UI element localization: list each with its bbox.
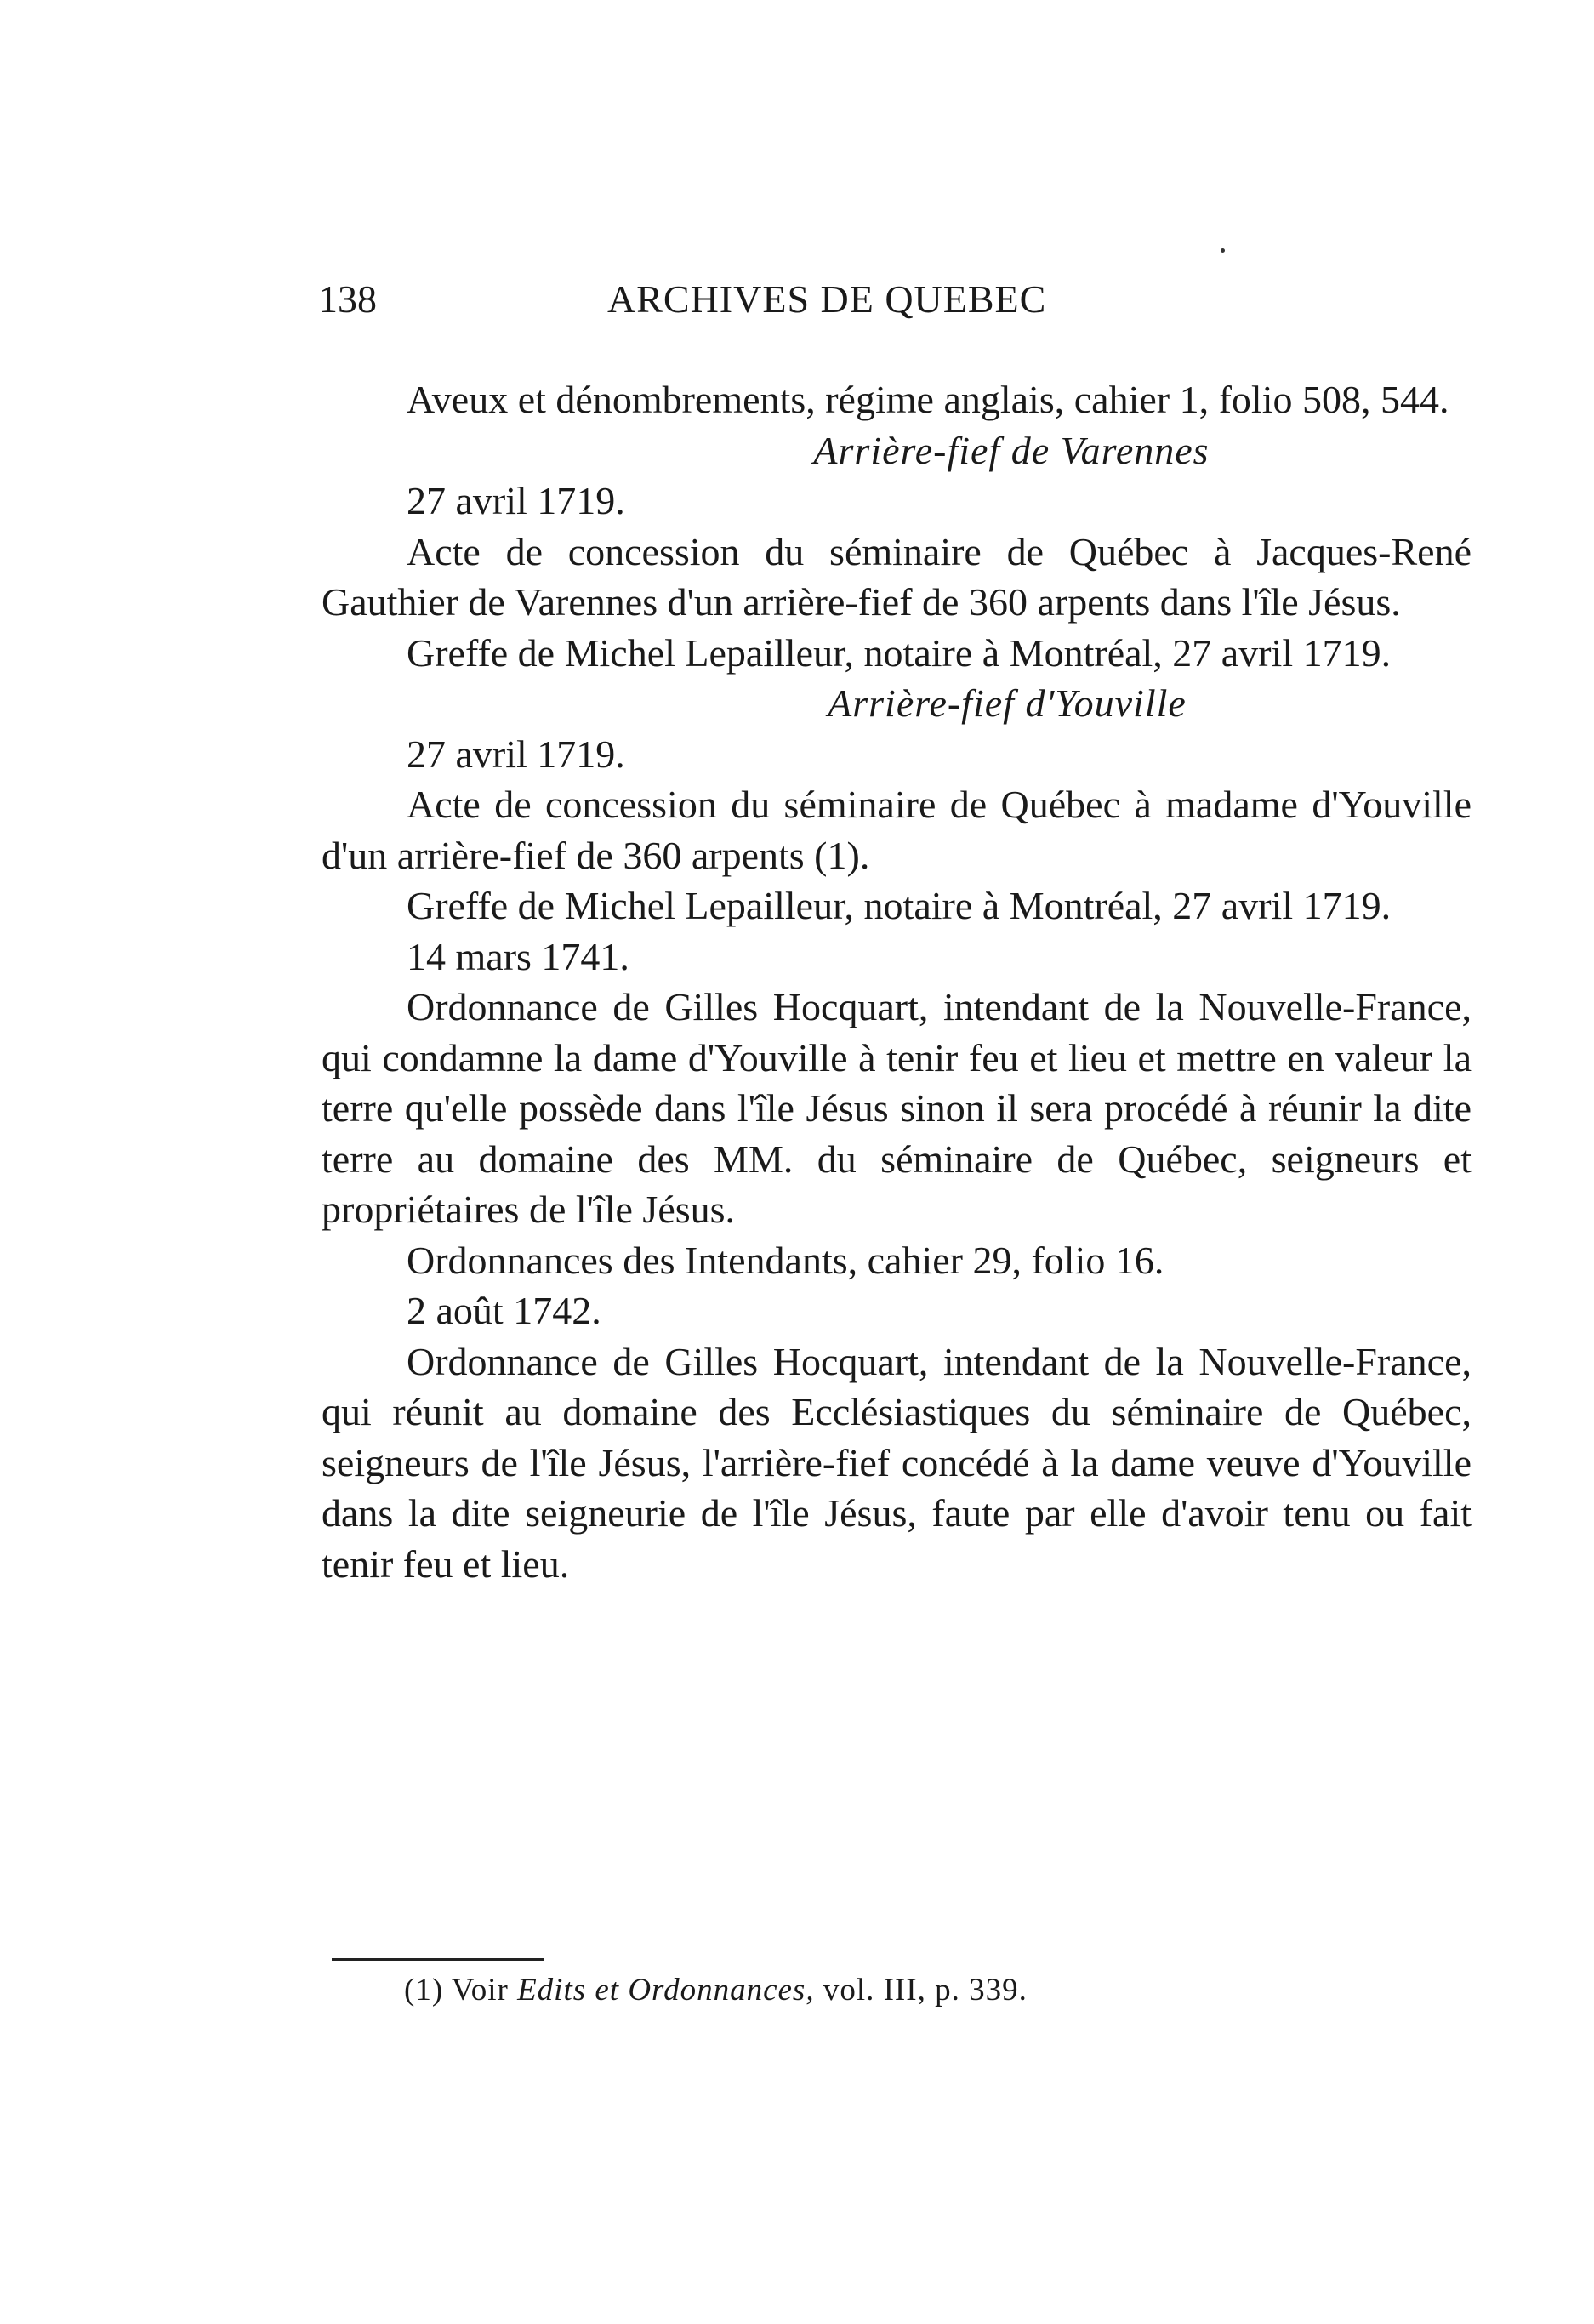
date-entry: 27 avril 1719. — [407, 479, 625, 522]
paragraph-ordonnance-1742: Ordonnance de Gilles Hocquart, intendant de la Nouvelle-France, qui réunit au domaine des Ecclésiastiques du séminaire de Québec, seigneurs de l'île Jésus, l'arrière-fief concédé à la dame veuve d'Youville dans la dite seigneurie de l'île Jésus, faute par elle d'avoir tenu ou fait tenir feu et lieu. — [322, 1339, 1472, 1586]
paragraph-acte-youville: Acte de concession du séminaire de Québec à madame d'Youville d'un arrière-fief de 360 arpents (1). — [322, 783, 1472, 877]
footnote-marker: (1) — [404, 1973, 444, 2008]
date-entry: 2 août 1742. — [407, 1289, 601, 1332]
date-entry: 14 mars 1741. — [407, 934, 629, 978]
page-number: 138 — [318, 277, 377, 321]
footnote-divider — [332, 1958, 544, 1961]
section-heading-youville: Arrière-fief d'Youville — [828, 681, 1187, 725]
paragraph-greffe-2: Greffe de Michel Lepailleur, notaire à Montréal, 27 avril 1719. — [407, 884, 1392, 927]
section-heading-varennes: Arrière-fief de Varennes — [813, 428, 1210, 472]
footnote-prefix: Voir — [451, 1973, 509, 2008]
paragraph-ordonnance-1741: Ordonnance de Gilles Hocquart, intendant de la Nouvelle-France, qui condamne la dame d'Youville à tenir feu et lieu et mettre en valeur la terre qu'elle possède dans l'île Jésus sinon il sera procédé à réunir la dite terre au domaine des MM. du séminaire de Québec, seigneurs et propriétaires de l'île Jésus. — [322, 985, 1472, 1231]
footnote — [404, 1972, 1028, 2008]
date-entry: 27 avril 1719. — [407, 732, 625, 776]
footnote-title: Edits et Ordonnances, — [517, 1973, 815, 2008]
paragraph-greffe-1: Greffe de Michel Lepailleur, notaire à Montréal, 27 avril 1719. — [407, 630, 1392, 675]
paragraph-aveux: Aveux et dénombrements, régime anglais, cahier 1, folio 508, 544. — [407, 378, 1449, 421]
running-title: ARCHIVES DE QUEBEC — [607, 277, 1047, 321]
footnote-reference: vol. III, p. 339. — [823, 1973, 1028, 2008]
page-header — [318, 276, 1169, 345]
paragraph-ordonnances-intendants: Ordonnances des Intendants, cahier 29, folio 16. — [407, 1238, 1164, 1282]
page-body — [322, 374, 1472, 1589]
paragraph-acte-varennes: Acte de concession du séminaire de Québec à Jacques-René Gauthier de Varennes d'un arrière-fief de 360 arpents dans l'île Jésus. — [322, 529, 1472, 624]
header-mark — [1221, 248, 1225, 253]
